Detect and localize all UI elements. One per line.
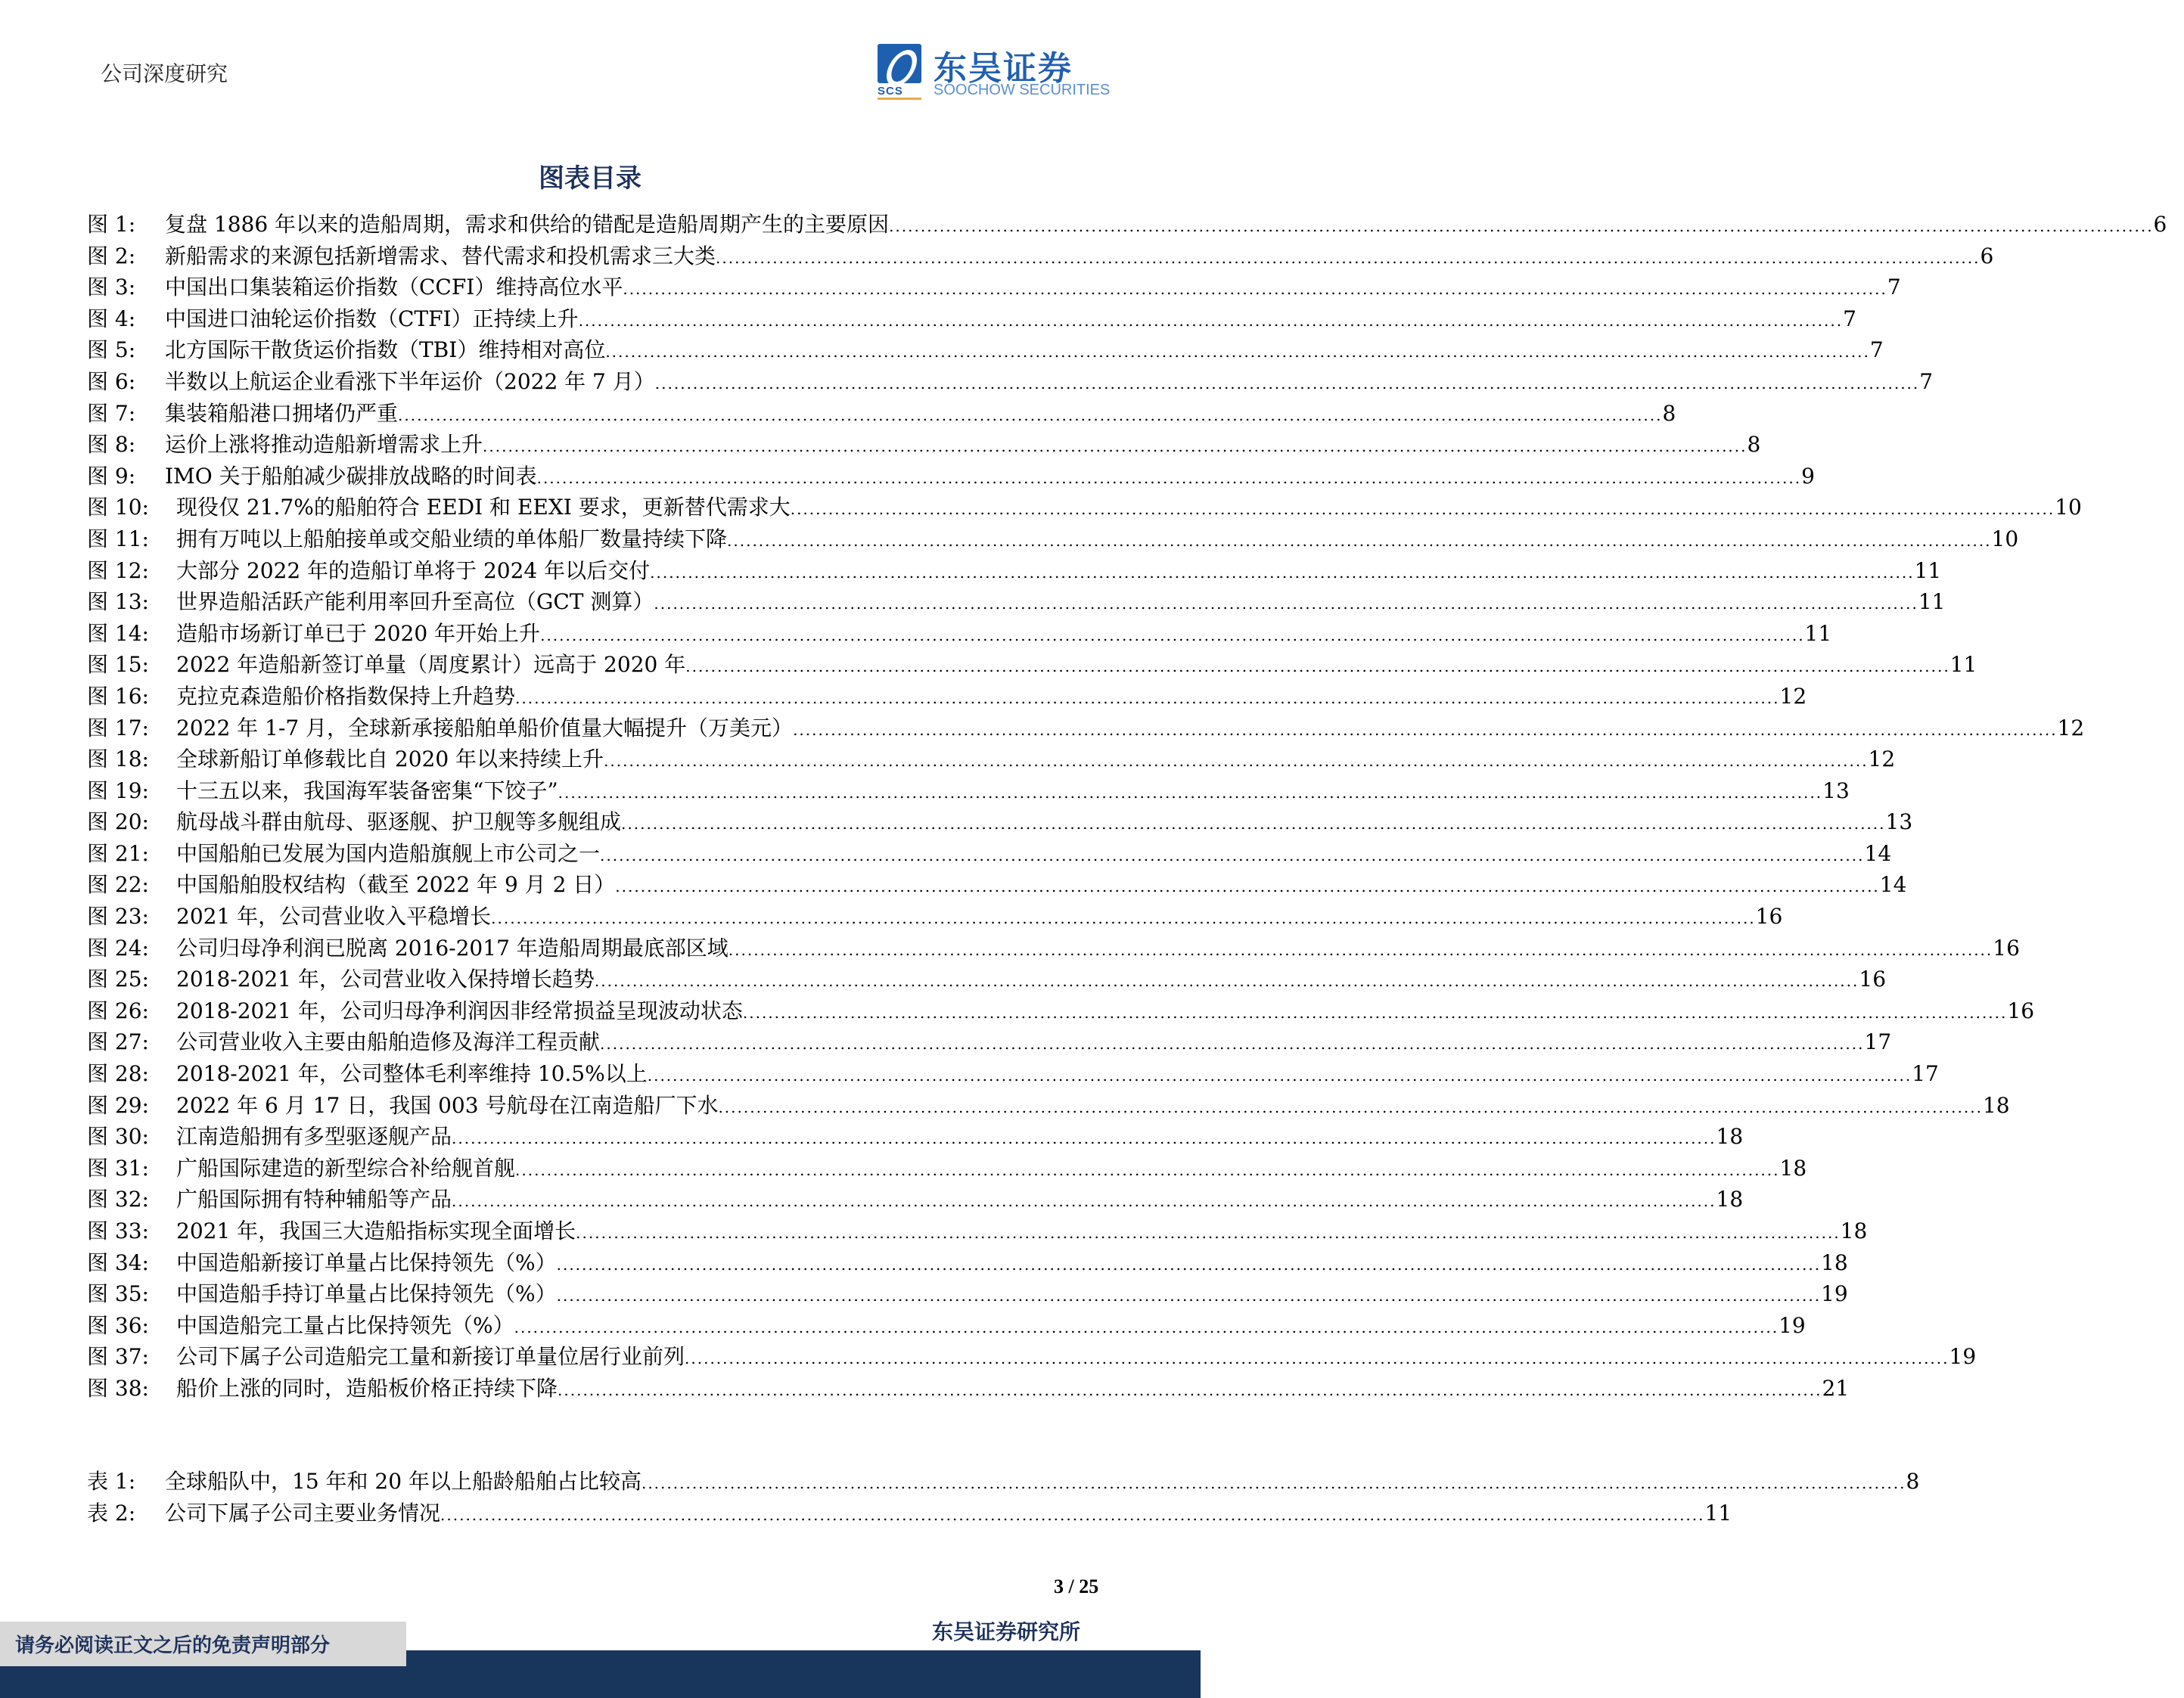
entry-label: 图 1: <box>87 212 136 237</box>
dot-leader: ........................................................................................................................................................................................................ <box>440 1505 1705 1524</box>
entry-title: 公司归母净利润已脱离 2016-2017 年造船周期最底部区域 <box>176 935 729 961</box>
entry-label: 图 24: <box>87 935 149 961</box>
entry-page-number: 18 <box>1779 1155 1807 1181</box>
entry-page-number: 11 <box>1804 620 1832 646</box>
entry-page-number: 14 <box>1879 872 1907 898</box>
figure-toc-entry[interactable] <box>87 1184 1744 1215</box>
entry-title: 复盘 1886 年以来的造船周期，需求和供给的错配是造船周期产生的主要原因 <box>165 212 890 237</box>
entry-title: 克拉克森造船价格指数保持上升趋势 <box>176 683 516 709</box>
entry-label: 图 19: <box>87 778 149 803</box>
entry-title: 造船市场新订单已于 2020 年开始上升 <box>176 620 541 646</box>
dot-leader: ........................................................................................................................................................................................................ <box>615 877 1880 896</box>
entry-title: 2022 年 1-7 月，全球新承接船舶单船价值量大幅提升（万美元） <box>176 715 794 740</box>
dot-leader: ........................................................................................................................................................................................................ <box>685 657 1950 676</box>
dot-leader: ........................................................................................................................................................................................................ <box>654 594 1918 613</box>
entry-label: 表 1: <box>87 1469 136 1494</box>
table-toc-entry[interactable] <box>87 1466 1920 1498</box>
entry-page-number: 6 <box>1980 243 1994 269</box>
figure-toc-entry[interactable] <box>87 1215 1868 1247</box>
entry-title: 全球船队中，15 年和 20 年以上船龄船舶占比较高 <box>165 1469 642 1494</box>
entry-label: 图 26: <box>87 998 149 1023</box>
logo-cn-text: 东吴证券 <box>934 49 1073 88</box>
figure-toc-entry[interactable] <box>87 964 1887 995</box>
entry-page-number: 8 <box>1662 400 1676 426</box>
logo-en-text: SOOCHOW SECURITIES <box>934 82 1111 98</box>
entry-title: 半数以上航运企业看涨下半年运价（2022 年 7 月） <box>165 368 655 394</box>
logo-underline <box>878 98 921 100</box>
entry-title: IMO 关于船舶减少碳排放战略的时间表 <box>165 463 537 489</box>
page-title: 图表目录 <box>539 163 642 194</box>
entry-title: 现役仅 21.7%的船舶符合 EEDI 和 EEXI 要求，更新替代需求大 <box>176 495 791 520</box>
figure-toc-entry[interactable] <box>87 618 1832 650</box>
entry-title: 中国船舶股权结构（截至 2022 年 9 月 2 日） <box>176 872 616 898</box>
figure-toc-entry[interactable] <box>87 1341 1977 1373</box>
dot-leader: ........................................................................................................................................................................................................ <box>650 563 1915 582</box>
figure-toc-entry[interactable] <box>87 1090 2010 1122</box>
dot-leader: ........................................................................................................................................................................................................ <box>793 720 2058 739</box>
figure-toc-entry[interactable] <box>87 901 1783 933</box>
dot-leader: ........................................................................................................................................................................................................ <box>576 1224 1841 1242</box>
entry-page-number: 7 <box>1887 275 1901 300</box>
figure-toc-entry[interactable] <box>87 209 2167 241</box>
entry-page-number: 9 <box>1801 463 1815 489</box>
entry-label: 表 2: <box>87 1500 136 1526</box>
entry-page-number: 11 <box>1918 589 1946 615</box>
scs-logo-icon <box>878 44 921 83</box>
dot-leader: ........................................................................................................................................................................................................ <box>621 815 1886 833</box>
entry-label: 图 25: <box>87 967 149 992</box>
entry-label: 图 7: <box>87 400 136 426</box>
entry-page-number: 12 <box>1779 683 1807 709</box>
dot-leader: ........................................................................................................................................................................................................ <box>641 1474 1906 1492</box>
entry-page-number: 8 <box>1747 432 1761 458</box>
entry-title: 广船国际拥有特种辅船等产品 <box>176 1187 452 1212</box>
dot-leader: ........................................................................................................................................................................................................ <box>556 1255 1822 1274</box>
entry-page-number: 12 <box>2057 715 2085 740</box>
entry-title: 十三五以来，我国海军装备密集“下饺子” <box>176 778 558 803</box>
entry-label: 图 22: <box>87 872 149 898</box>
entry-page-number: 7 <box>1919 368 1934 394</box>
entry-label: 图 34: <box>87 1249 149 1275</box>
figure-toc-entry[interactable] <box>87 334 1884 366</box>
disclaimer-text: 请务必阅读正文之后的免责声明部分 <box>15 1634 331 1657</box>
entry-page-number: 16 <box>1755 904 1783 930</box>
entry-label: 图 14: <box>87 620 149 646</box>
entry-page-number: 13 <box>1885 809 1913 835</box>
entry-title: 2018-2021 年，公司整体毛利率维持 10.5%以上 <box>176 1061 648 1087</box>
entry-page-number: 14 <box>1864 840 1892 866</box>
entry-label: 图 12: <box>87 557 149 583</box>
dot-leader: ........................................................................................................................................................................................................ <box>685 1349 1949 1368</box>
entry-label: 图 10: <box>87 495 149 520</box>
entry-page-number: 11 <box>1704 1500 1732 1526</box>
figure-toc-entry[interactable] <box>87 712 2085 744</box>
dot-leader: ........................................................................................................................................................................................................ <box>647 1066 1912 1085</box>
soochow-securities-logo <box>878 44 1112 100</box>
entry-label: 图 15: <box>87 652 149 678</box>
entry-title: 2018-2021 年，公司归母净利润因非经常损益呈现波动状态 <box>176 998 743 1023</box>
entry-label: 图 2: <box>87 243 136 269</box>
dot-leader: ........................................................................................................................................................................................................ <box>540 625 1805 644</box>
entry-title: 中国造船完工量占比保持领先（%） <box>176 1312 514 1338</box>
entry-page-number: 12 <box>1868 747 1896 772</box>
dot-leader: ........................................................................................................................................................................................................ <box>594 972 1859 991</box>
entry-page-number: 16 <box>1859 967 1887 992</box>
entry-label: 图 27: <box>87 1029 149 1055</box>
disclaimer-box <box>0 1622 406 1666</box>
entry-page-number: 13 <box>1822 778 1850 803</box>
entry-page-number: 18 <box>1982 1092 2010 1118</box>
entry-page-number: 18 <box>1821 1249 1848 1275</box>
table-toc-entry[interactable] <box>87 1498 1732 1529</box>
dot-leader: ........................................................................................................................................................................................................ <box>536 468 1802 487</box>
entry-title: 公司营业收入主要由船舶造修及海洋工程贡献 <box>176 1029 601 1055</box>
figure-toc-entry[interactable] <box>87 461 1815 492</box>
figure-toc-entry[interactable] <box>87 743 1896 775</box>
entry-title: 运价上涨将推动造船新增需求上升 <box>165 432 483 458</box>
page-number <box>1054 1575 1098 1598</box>
figure-toc-entry[interactable] <box>87 586 1946 618</box>
entry-page-number: 11 <box>1949 652 1977 678</box>
figure-toc-entry[interactable] <box>87 272 1901 303</box>
entry-title: 中国出口集装箱运价指数（CCFI）维持高位水平 <box>165 275 623 300</box>
figure-toc-entry[interactable] <box>87 1247 1848 1279</box>
entry-label: 图 11: <box>87 526 149 551</box>
entry-page-number: 7 <box>1869 337 1884 363</box>
entry-label: 图 31: <box>87 1155 149 1181</box>
dot-leader: ........................................................................................................................................................................................................ <box>718 1097 1983 1116</box>
entry-label: 图 20: <box>87 809 149 835</box>
figure-toc-entry[interactable] <box>87 775 1850 807</box>
entry-title: 2022 年造船新签订单量（周度累计）远高于 2020 年 <box>176 652 686 678</box>
entry-page-number: 10 <box>2055 495 2082 520</box>
entry-label: 图 23: <box>87 904 149 930</box>
entry-page-number: 11 <box>1914 557 1942 583</box>
entry-page-number: 7 <box>1843 306 1856 331</box>
entry-title: 大部分 2022 年的造船订单将于 2024 年以后交付 <box>176 557 651 583</box>
entry-title: 拥有万吨以上船舶接单或交船业绩的单体船厂数量持续下降 <box>176 526 728 551</box>
entry-title: 2021 年，我国三大造船指标实现全面增长 <box>176 1218 576 1243</box>
dot-leader: ........................................................................................................................................................................................................ <box>600 846 1865 865</box>
report-type-label: 公司深度研究 <box>101 61 228 86</box>
entry-title: 世界造船活跃产能利用率回升至高位（GCT 测算） <box>176 589 654 615</box>
dot-leader: ........................................................................................................................................................................................................ <box>623 280 1887 299</box>
entry-page-number: 16 <box>1993 935 2020 961</box>
entry-title: 航母战斗群由航母、驱逐舰、护卫舰等多舰组成 <box>176 809 622 835</box>
page-separator: / <box>1064 1575 1080 1597</box>
entry-label: 图 5: <box>87 337 136 363</box>
figure-toc-entry[interactable] <box>87 806 1913 838</box>
entry-label: 图 33: <box>87 1218 149 1243</box>
figure-toc-entry[interactable] <box>87 303 1856 335</box>
figure-toc-entry[interactable] <box>87 1373 1850 1405</box>
entry-label: 图 16: <box>87 683 149 709</box>
entry-title: 集装箱船港口拥堵仍严重 <box>165 400 399 426</box>
figure-toc-entry[interactable] <box>87 1153 1807 1184</box>
dot-leader: ........................................................................................................................................................................................................ <box>483 437 1748 456</box>
entry-label: 图 4: <box>87 306 136 331</box>
entry-page-number: 17 <box>1864 1029 1892 1055</box>
dot-leader: ........................................................................................................................................................................................................ <box>889 217 2154 235</box>
entry-title: 船价上涨的同时，造船板价格正持续下降 <box>176 1375 558 1401</box>
dot-leader: ........................................................................................................................................................................................................ <box>605 343 1870 362</box>
figure-toc-entry[interactable] <box>87 1310 1806 1342</box>
entry-page-number: 19 <box>1821 1281 1848 1307</box>
page-total: 25 <box>1079 1575 1099 1597</box>
entry-title: 新船需求的来源包括新增需求、替代需求和投机需求三大类 <box>165 243 716 269</box>
dot-leader: ........................................................................................................................................................................................................ <box>604 752 1869 771</box>
dot-leader: ........................................................................................................................................................................................................ <box>452 1192 1716 1211</box>
entry-title: 全球新船订单修载比自 2020 年以来持续上升 <box>176 747 604 772</box>
figure-toc-entry[interactable] <box>87 995 2035 1027</box>
entry-title: 2022 年 6 月 17 日，我国 003 号航母在江南造船厂下水 <box>176 1092 719 1118</box>
figure-toc-entry[interactable] <box>87 366 1934 398</box>
entry-page-number: 19 <box>1949 1344 1977 1370</box>
figure-toc-entry[interactable] <box>87 492 2082 523</box>
entry-page-number: 8 <box>1906 1469 1920 1494</box>
entry-page-number: 18 <box>1716 1187 1744 1212</box>
entry-page-number: 18 <box>1840 1218 1868 1243</box>
entry-title: 公司下属子公司主要业务情况 <box>165 1500 441 1526</box>
entry-label: 图 18: <box>87 747 149 772</box>
figure-toc-entry[interactable] <box>87 1121 1744 1153</box>
entry-page-number: 16 <box>2007 998 2035 1023</box>
entry-label: 图 30: <box>87 1124 149 1150</box>
figure-list <box>87 209 2167 1405</box>
entry-label: 图 21: <box>87 840 149 866</box>
entry-page-number: 10 <box>1991 526 2019 551</box>
dot-leader: ........................................................................................................................................................................................................ <box>727 531 1992 550</box>
figure-toc-entry[interactable] <box>87 555 1942 587</box>
figure-toc-entry[interactable] <box>87 241 1994 272</box>
entry-label: 图 13: <box>87 589 149 615</box>
entry-title: 中国进口油轮运价指数（CTFI）正持续上升 <box>165 306 579 331</box>
entry-page-number: 19 <box>1779 1312 1806 1338</box>
entry-page-number: 18 <box>1716 1124 1744 1150</box>
entry-title: 2021 年，公司营业收入平稳增长 <box>176 904 492 930</box>
dot-leader: ........................................................................................................................................................................................................ <box>728 940 1993 959</box>
figure-toc-entry[interactable] <box>87 869 1907 901</box>
dot-leader: ........................................................................................................................................................................................................ <box>514 1318 1779 1336</box>
figure-toc-entry[interactable] <box>87 429 1761 461</box>
entry-title: 中国造船手持订单量占比保持领先（%） <box>176 1281 557 1307</box>
logo-mark-text: SCS <box>878 85 903 98</box>
figure-toc-entry[interactable] <box>87 649 1977 681</box>
entry-label: 图 37: <box>87 1344 149 1370</box>
figure-toc-entry[interactable] <box>87 523 2019 555</box>
entry-page-number: 21 <box>1822 1375 1850 1401</box>
dot-leader: ........................................................................................................................................................................................................ <box>742 1003 2008 1022</box>
entry-title: 江南造船拥有多型驱逐舰产品 <box>176 1124 452 1150</box>
table-list <box>87 1466 1920 1529</box>
dot-leader: ........................................................................................................................................................................................................ <box>790 500 2055 519</box>
dot-leader: ........................................................................................................................................................................................................ <box>558 783 1823 802</box>
dot-leader: ........................................................................................................................................................................................................ <box>491 909 1756 928</box>
figure-toc-entry[interactable] <box>87 681 1807 712</box>
entry-label: 图 3: <box>87 275 136 300</box>
entry-page-number: 17 <box>1912 1061 1939 1087</box>
entry-title: 广船国际建造的新型综合补给舰首舰 <box>176 1155 516 1181</box>
dot-leader: ........................................................................................................................................................................................................ <box>556 1287 1822 1305</box>
figure-toc-entry[interactable] <box>87 1278 1848 1310</box>
figure-toc-entry[interactable] <box>87 398 1676 430</box>
dot-leader: ........................................................................................................................................................................................................ <box>558 1380 1822 1399</box>
entry-label: 图 8: <box>87 432 136 458</box>
entry-label: 图 35: <box>87 1281 149 1307</box>
entry-page-number: 6 <box>2153 212 2167 237</box>
entry-label: 图 6: <box>87 368 136 394</box>
figure-toc-entry[interactable] <box>87 933 2020 964</box>
dot-leader: ........................................................................................................................................................................................................ <box>654 374 1920 393</box>
entry-label: 图 28: <box>87 1061 149 1087</box>
entry-label: 图 9: <box>87 463 136 489</box>
entry-label: 图 29: <box>87 1092 149 1118</box>
entry-title: 北方国际干散货运价指数（TBI）维持相对高位 <box>165 337 606 363</box>
entry-title: 公司下属子公司造船完工量和新接订单量位居行业前列 <box>176 1344 685 1370</box>
dot-leader: ........................................................................................................................................................................................................ <box>515 1160 1780 1179</box>
entry-label: 图 38: <box>87 1375 149 1401</box>
entry-label: 图 17: <box>87 715 149 740</box>
entry-title: 中国造船新接订单量占比保持领先（%） <box>176 1249 557 1275</box>
page-current: 3 <box>1054 1575 1064 1597</box>
dot-leader: ........................................................................................................................................................................................................ <box>578 311 1844 330</box>
dot-leader: ........................................................................................................................................................................................................ <box>398 405 1663 424</box>
entry-title: 2018-2021 年，公司营业收入保持增长趋势 <box>176 967 595 992</box>
entry-label: 图 36: <box>87 1312 149 1338</box>
dot-leader: ........................................................................................................................................................................................................ <box>515 688 1780 707</box>
dot-leader: ........................................................................................................................................................................................................ <box>716 248 1981 267</box>
footer-org: 东吴证券研究所 <box>932 1619 1081 1644</box>
entry-label: 图 32: <box>87 1187 149 1212</box>
figure-toc-entry[interactable] <box>87 1058 1939 1090</box>
figure-toc-entry[interactable] <box>87 1026 1892 1058</box>
figure-toc-entry[interactable] <box>87 838 1892 870</box>
dot-leader: ........................................................................................................................................................................................................ <box>600 1035 1865 1054</box>
dot-leader: ........................................................................................................................................................................................................ <box>452 1129 1716 1148</box>
entry-title: 中国船舶已发展为国内造船旗舰上市公司之一 <box>176 840 601 866</box>
